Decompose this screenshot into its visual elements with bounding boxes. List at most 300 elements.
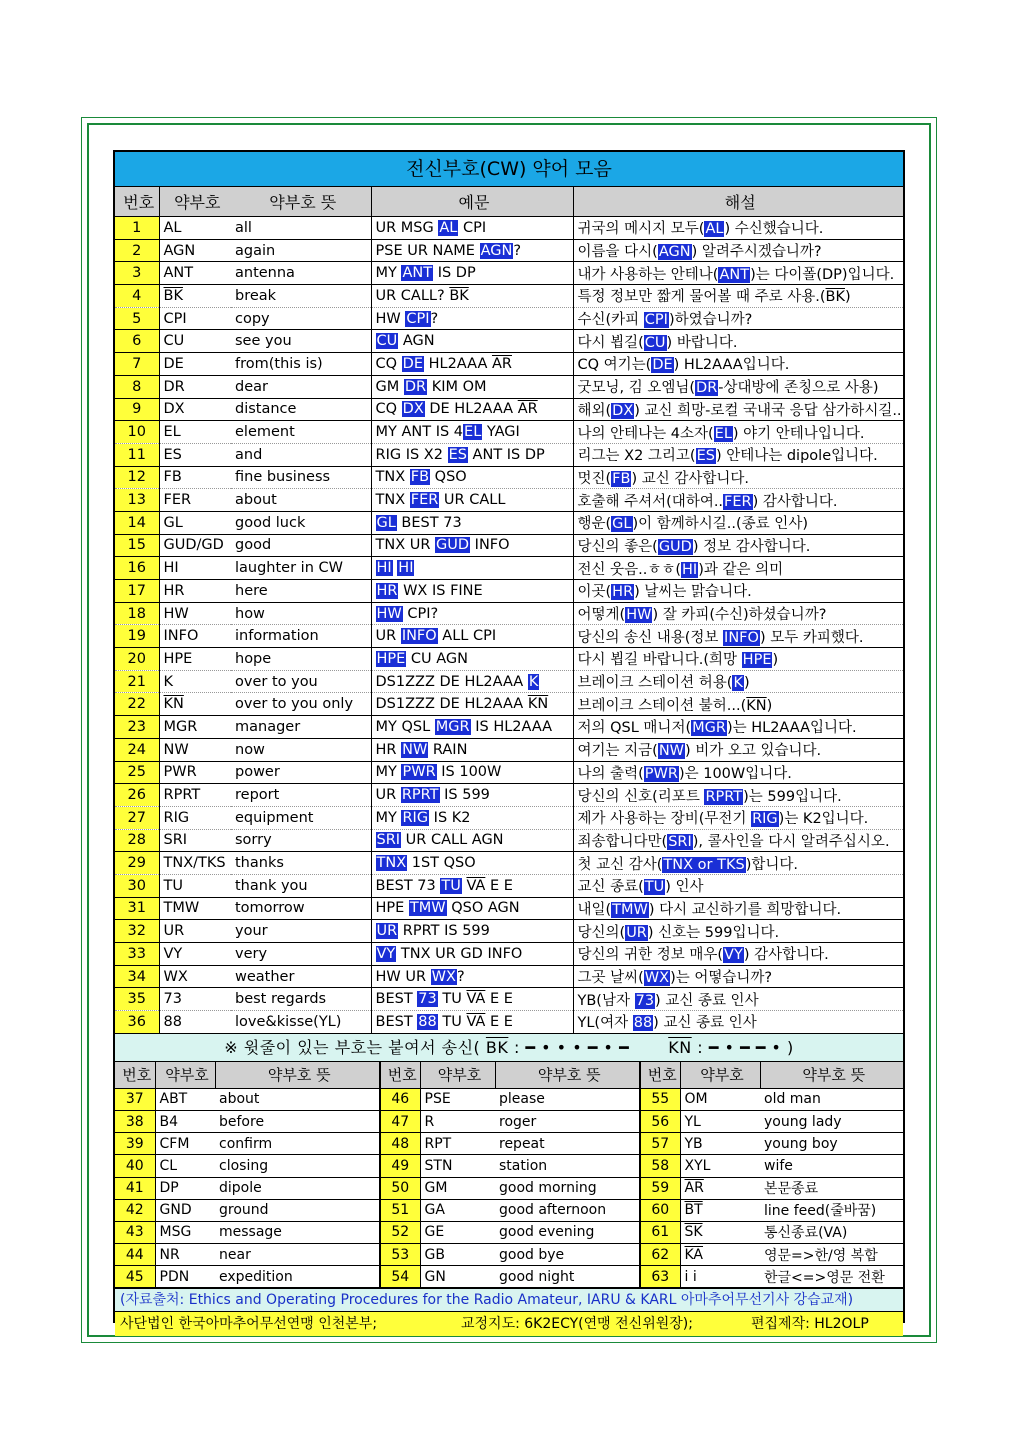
row-number: 18 (115, 602, 159, 625)
sub-row-meaning: good evening (495, 1221, 640, 1243)
text-segment: )는 HL2AAA입니다. (726, 720, 857, 737)
highlighted-abbr: TU (441, 877, 461, 894)
highlighted-abbr: HPE (376, 650, 406, 667)
sub-row-meaning: wife (760, 1155, 903, 1177)
abbr-text: NW (163, 741, 189, 758)
text-segment: UR CALL AGN (401, 832, 504, 849)
row-meaning: about (231, 489, 371, 512)
abbr-text: GN (424, 1268, 446, 1285)
sub-row-abbr (680, 1155, 760, 1177)
row-abbr (159, 738, 231, 761)
table-row (115, 602, 903, 625)
highlighted-abbr: PWR (402, 764, 436, 781)
highlighted-abbr: AL (439, 219, 458, 236)
text-segment: UR MSG (375, 219, 439, 236)
sub-row-meaning: old man (760, 1088, 903, 1110)
row-meaning: how (231, 602, 371, 625)
text-segment: RPRT IS 599 (398, 923, 490, 940)
row-number: 27 (115, 806, 159, 829)
abbr-text: CU (163, 333, 185, 350)
table-row (115, 716, 903, 739)
highlighted-abbr: CU (376, 333, 398, 350)
abbr-text: GUD/GD (163, 537, 224, 554)
sub-row-abbr (420, 1244, 495, 1266)
row-number: 6 (115, 330, 159, 353)
table-row (115, 897, 903, 920)
row-explanation (573, 353, 903, 376)
sub-row-number: 51 (380, 1199, 420, 1221)
highlighted-abbr: FER (410, 492, 439, 509)
abbr-text: TMW (163, 900, 200, 917)
sub-row-abbr (680, 1133, 760, 1155)
sub-header-meaning: 약부호 뜻 (495, 1062, 640, 1089)
row-number: 8 (115, 375, 159, 398)
text-segment: UR CALL? (375, 287, 450, 304)
row-meaning: power (231, 761, 371, 784)
row-meaning: copy (231, 307, 371, 330)
highlighted-abbr: ANT (719, 266, 750, 283)
sub-row-abbr (155, 1177, 215, 1199)
text-segment: 브레이크 스테이션 불허...( (577, 697, 747, 714)
row-example (371, 307, 573, 330)
row-meaning: best regards (231, 988, 371, 1011)
highlighted-abbr: WX (431, 968, 456, 985)
row-abbr (159, 829, 231, 852)
sub-row-abbr (420, 1177, 495, 1199)
overlined-abbr: $\overline{AR}$ (491, 355, 512, 372)
highlighted-abbr: SRI (376, 832, 401, 849)
text-segment: RAIN (428, 741, 468, 758)
row-explanation (573, 943, 903, 966)
row-example (371, 852, 573, 875)
sub-row-number: 37 (115, 1088, 155, 1110)
row-example (371, 421, 573, 444)
text-segment: IS K2 (429, 809, 471, 826)
text-segment: QSO (430, 469, 467, 486)
table-row (115, 262, 903, 285)
highlighted-abbr: EL (714, 425, 732, 442)
table-row (115, 217, 903, 240)
text-segment: ) (772, 652, 779, 669)
row-example (371, 761, 573, 784)
text-segment: DE HL2AAA (424, 401, 518, 418)
text-segment: ) (766, 697, 773, 714)
highlighted-abbr: RIG (402, 809, 429, 826)
row-explanation (573, 761, 903, 784)
highlighted-abbr: VY (376, 945, 396, 962)
abbr-text: $\overline{KA}$ (684, 1246, 704, 1263)
highlighted-abbr: SRI (668, 833, 692, 850)
abbr-text: SRI (163, 832, 188, 849)
row-explanation (573, 625, 903, 648)
highlighted-abbr: DX (402, 401, 424, 418)
overlined-abbr: $\overline{BK}$ (825, 289, 845, 306)
row-example (371, 943, 573, 966)
highlighted-abbr: TU (644, 879, 665, 896)
row-explanation (573, 897, 903, 920)
highlighted-abbr: CU (644, 334, 666, 351)
abbr-text: ES (163, 446, 182, 463)
row-number: 17 (115, 580, 159, 603)
row-example (371, 988, 573, 1011)
abbr-text: DE (163, 355, 184, 372)
row-abbr (159, 217, 231, 240)
sub-row-number: 53 (380, 1244, 420, 1266)
text-segment: 제가 사용하는 장비(무전기 (577, 811, 752, 828)
note-kn: $\overline{KN}$ (668, 1037, 692, 1057)
sub-row-number: 56 (640, 1110, 680, 1132)
row-example (371, 738, 573, 761)
highlighted-abbr: TMW (612, 901, 648, 918)
table-row (115, 874, 903, 897)
sub-row-abbr (155, 1110, 215, 1132)
credit-supervisor: 교정지도: 6K2ECY(연맹 전신위원장); (461, 1316, 693, 1333)
abbr-text: HPE (163, 650, 193, 667)
row-number: 30 (115, 874, 159, 897)
text-segment: HR (375, 741, 402, 758)
table-row (115, 1088, 903, 1110)
text-segment: 내일( (577, 901, 612, 918)
row-abbr (159, 534, 231, 557)
row-explanation (573, 557, 903, 580)
abbr-text: 73 (163, 991, 182, 1008)
highlighted-abbr: GL (376, 514, 396, 531)
abbr-text: CL (159, 1157, 178, 1174)
text-segment: ? (513, 242, 522, 259)
text-segment: ) 다시 교신하기를 희망합니다. (648, 901, 842, 918)
overlined-abbr: $\overline{VA}$ (466, 877, 486, 894)
table-row (115, 852, 903, 875)
sub-row-meaning: near (215, 1244, 380, 1266)
highlighted-abbr: RPRT (705, 788, 743, 805)
row-explanation (573, 398, 903, 421)
row-explanation (573, 262, 903, 285)
row-meaning: manager (231, 716, 371, 739)
row-abbr (159, 761, 231, 784)
row-explanation (573, 330, 903, 353)
abbr-text: OM (684, 1091, 708, 1108)
row-example (371, 625, 573, 648)
sub-row-meaning: young boy (760, 1133, 903, 1155)
highlighted-abbr: NW (658, 743, 684, 760)
abbr-text: HI (163, 560, 179, 577)
abbr-text: GM (424, 1180, 448, 1197)
overlined-abbr: $\overline{VA}$ (466, 1013, 486, 1030)
highlighted-abbr: K (733, 675, 743, 692)
row-explanation (573, 489, 903, 512)
row-abbr (159, 285, 231, 308)
row-number: 31 (115, 897, 159, 920)
table-row (115, 1266, 903, 1288)
abbr-text: i i (684, 1268, 697, 1285)
highlighted-abbr: HI (682, 561, 698, 578)
text-segment: ) 안테나는 dipole입니다. (715, 448, 878, 465)
text-segment: -상대방에 존칭으로 사용) (718, 380, 879, 397)
text-segment: ) 모두 카피했다. (759, 629, 864, 646)
row-meaning: very (231, 943, 371, 966)
row-meaning: your (231, 920, 371, 943)
text-segment: UR CALL (439, 492, 506, 509)
row-abbr (159, 466, 231, 489)
highlighted-abbr: INFO (401, 628, 437, 645)
row-meaning: fine business (231, 466, 371, 489)
text-segment: )는 599입니다. (743, 788, 842, 805)
overlined-abbr: $\overline{KN}$ (527, 696, 549, 713)
text-segment: )합니다. (745, 856, 798, 873)
abbr-text: DP (159, 1180, 179, 1197)
row-number: 32 (115, 920, 159, 943)
abbr-text: B4 (159, 1113, 179, 1130)
overlined-abbr: $\overline{VA}$ (466, 991, 486, 1008)
row-meaning: report (231, 784, 371, 807)
row-abbr (159, 716, 231, 739)
highlighted-abbr: 88 (418, 1013, 437, 1030)
highlighted-abbr: RPRT (401, 787, 439, 804)
sub-row-abbr (680, 1221, 760, 1243)
text-segment: ) HL2AAA입니다. (673, 357, 790, 374)
highlighted-abbr: DR (404, 378, 427, 395)
row-meaning: all (231, 217, 371, 240)
text-segment: RIG IS X2 (375, 446, 448, 463)
row-number: 3 (115, 262, 159, 285)
row-number: 26 (115, 784, 159, 807)
abbr-text: AL (163, 219, 182, 236)
row-abbr (159, 874, 231, 897)
text-segment: UR (375, 628, 401, 645)
sub-row-abbr (155, 1244, 215, 1266)
row-example (371, 466, 573, 489)
text-segment: 당신의 송신 내용(정보 (577, 629, 724, 646)
row-meaning: over to you only (231, 693, 371, 716)
abbr-text: $\overline{BK}$ (163, 287, 183, 304)
row-example (371, 489, 573, 512)
abbr-text: NR (159, 1246, 180, 1263)
text-segment: 교신 종료( (577, 879, 644, 896)
highlighted-abbr: ANT (402, 265, 433, 282)
row-example (371, 806, 573, 829)
abbr-text: EL (163, 424, 181, 441)
row-number: 9 (115, 398, 159, 421)
sub-row-number: 39 (115, 1133, 155, 1155)
text-segment: 다시 뵙길 바랍니다.(희망 (577, 652, 742, 669)
header-explain: 해설 (573, 187, 903, 217)
table-row (115, 489, 903, 512)
highlighted-abbr: DE (402, 355, 423, 372)
row-abbr (159, 852, 231, 875)
highlighted-abbr: HI (398, 560, 414, 577)
text-segment: ) 인사 (665, 879, 704, 896)
row-number: 10 (115, 421, 159, 444)
text-segment: CQ (375, 401, 402, 418)
highlighted-abbr: HR (376, 582, 398, 599)
sub-row-meaning: good night (495, 1266, 640, 1288)
text-segment: ) 교신 희망-로컬 국내국 응답 삼가하시길.. (634, 402, 902, 419)
row-number: 14 (115, 511, 159, 534)
row-abbr (159, 965, 231, 988)
text-segment: 그곳 날씨( (577, 970, 644, 987)
text-segment: 내가 사용하는 안테나( (577, 266, 719, 283)
table-row (115, 761, 903, 784)
sub-row-abbr (420, 1266, 495, 1288)
sub-row-abbr (680, 1244, 760, 1266)
sub-row-meaning: line feed(줄바꿈) (760, 1199, 903, 1221)
row-number: 20 (115, 648, 159, 671)
row-number: 25 (115, 761, 159, 784)
text-segment: QSO AGN (446, 900, 520, 917)
sub-row-abbr (420, 1155, 495, 1177)
abbr-text: PWR (163, 764, 197, 781)
abbr-text: WX (163, 968, 188, 985)
abbr-text: XYL (684, 1157, 711, 1174)
row-explanation (573, 466, 903, 489)
row-meaning: again (231, 239, 371, 262)
row-number: 13 (115, 489, 159, 512)
text-segment: ) (845, 289, 851, 306)
text-segment: ) 알려주시겠습니까? (691, 244, 822, 261)
highlighted-abbr: FB (612, 470, 631, 487)
row-abbr (159, 648, 231, 671)
row-example (371, 920, 573, 943)
abbr-text: R (424, 1113, 435, 1130)
abbr-text: MGR (163, 718, 198, 735)
highlighted-abbr: TNX (376, 855, 407, 872)
abbr-text: GL (163, 514, 183, 531)
row-meaning: tomorrow (231, 897, 371, 920)
text-segment: MY (375, 764, 402, 781)
row-number: 22 (115, 693, 159, 716)
text-segment: ? (430, 310, 439, 327)
row-abbr (159, 511, 231, 534)
row-number: 24 (115, 738, 159, 761)
overlined-abbr: $\overline{BK}$ (449, 287, 469, 304)
header-meaning: 약부호 뜻 (231, 187, 371, 217)
highlighted-abbr: PWR (644, 765, 678, 782)
row-example (371, 557, 573, 580)
table-row (115, 1221, 903, 1243)
text-segment: 호출해 주셔서(대하여.. (577, 493, 724, 510)
highlighted-abbr: FER (724, 493, 752, 510)
abbr-text: YL (684, 1113, 701, 1130)
sub-row-number: 50 (380, 1177, 420, 1199)
highlighted-abbr: 73 (635, 992, 655, 1009)
row-example (371, 580, 573, 603)
row-explanation (573, 511, 903, 534)
row-abbr (159, 806, 231, 829)
sub-row-number: 46 (380, 1088, 420, 1110)
text-segment: E E (485, 991, 513, 1008)
table-row (115, 285, 903, 308)
text-segment: ) 비가 오고 있습니다. (685, 743, 822, 760)
row-meaning: over to you (231, 670, 371, 693)
sub-row-number: 57 (640, 1133, 680, 1155)
abbr-text: ABT (159, 1091, 188, 1108)
text-segment: ) 야기 안테나입니다. (732, 425, 865, 442)
text-segment: 죄송합니다만( (577, 833, 668, 850)
table-row (115, 353, 903, 376)
text-segment: ) (743, 675, 750, 692)
text-segment: KIM OM (427, 378, 487, 395)
text-segment: IS 599 (439, 787, 490, 804)
abbr-text: GA (424, 1202, 445, 1219)
text-segment: 다시 뵙길( (577, 334, 644, 351)
highlighted-abbr: ES (696, 448, 715, 465)
text-segment: BEST 73 (375, 877, 441, 894)
row-explanation (573, 217, 903, 240)
table-row (115, 1177, 903, 1199)
text-segment: BEST (375, 1013, 418, 1030)
row-explanation (573, 648, 903, 671)
text-segment: 어떻게( (577, 607, 626, 624)
page-title: 전신부호(CW) 약어 모음 (115, 152, 903, 187)
row-number: 28 (115, 829, 159, 852)
main-table-header (115, 187, 903, 217)
text-segment: ? (456, 968, 465, 985)
abbr-text: MSG (159, 1224, 192, 1241)
additional-abbreviation-table (115, 1062, 903, 1289)
row-meaning: here (231, 580, 371, 603)
row-meaning: thank you (231, 874, 371, 897)
row-explanation (573, 670, 903, 693)
text-segment: IS HL2AAA (470, 718, 553, 735)
overline-note (115, 1033, 903, 1062)
text-segment: HPE (375, 900, 409, 917)
sub-row-meaning: ground (215, 1199, 380, 1221)
abbr-text: VY (163, 945, 183, 962)
sub-row-number: 58 (640, 1155, 680, 1177)
sub-row-abbr (420, 1133, 495, 1155)
row-meaning: hope (231, 648, 371, 671)
row-abbr (159, 353, 231, 376)
row-abbr (159, 602, 231, 625)
row-explanation (573, 920, 903, 943)
table-row (115, 920, 903, 943)
row-abbr (159, 920, 231, 943)
text-segment: CU AGN (406, 650, 469, 667)
row-example (371, 716, 573, 739)
row-number: 19 (115, 625, 159, 648)
sub-row-meaning: station (495, 1155, 640, 1177)
text-segment: ) 잘 카피(수신)하셨습니까? (652, 607, 827, 624)
highlighted-abbr: HW (626, 607, 652, 624)
sub-row-number: 43 (115, 1221, 155, 1243)
highlighted-abbr: HR (612, 584, 634, 601)
abbr-text: PSE (424, 1091, 451, 1108)
credits-bar (115, 1311, 903, 1336)
table-row (115, 988, 903, 1011)
row-number: 35 (115, 988, 159, 1011)
abbr-text: RIG (163, 809, 190, 826)
table-row (115, 1155, 903, 1177)
sub-row-number: 42 (115, 1199, 155, 1221)
row-meaning: now (231, 738, 371, 761)
text-segment: MY (375, 265, 402, 282)
row-meaning: equipment (231, 806, 371, 829)
credit-org: 사단법인 한국아마추어무선연맹 인천본부; (120, 1316, 378, 1333)
text-segment: TNX (375, 469, 410, 486)
text-segment: CPI (458, 219, 487, 236)
table-row (115, 330, 903, 353)
text-segment: DS1ZZZ DE HL2AAA (375, 696, 528, 713)
abbr-text: DX (163, 401, 185, 418)
text-segment: ) 감사합니다. (752, 493, 838, 510)
row-meaning: distance (231, 398, 371, 421)
header-abbr: 약부호 (159, 187, 231, 217)
abbr-text: GE (424, 1224, 445, 1241)
sub-header-abbr: 약부호 (420, 1062, 495, 1089)
table-row (115, 625, 903, 648)
highlighted-abbr: EL (464, 424, 482, 441)
text-segment: ) 신호는 599입니다. (647, 924, 780, 941)
